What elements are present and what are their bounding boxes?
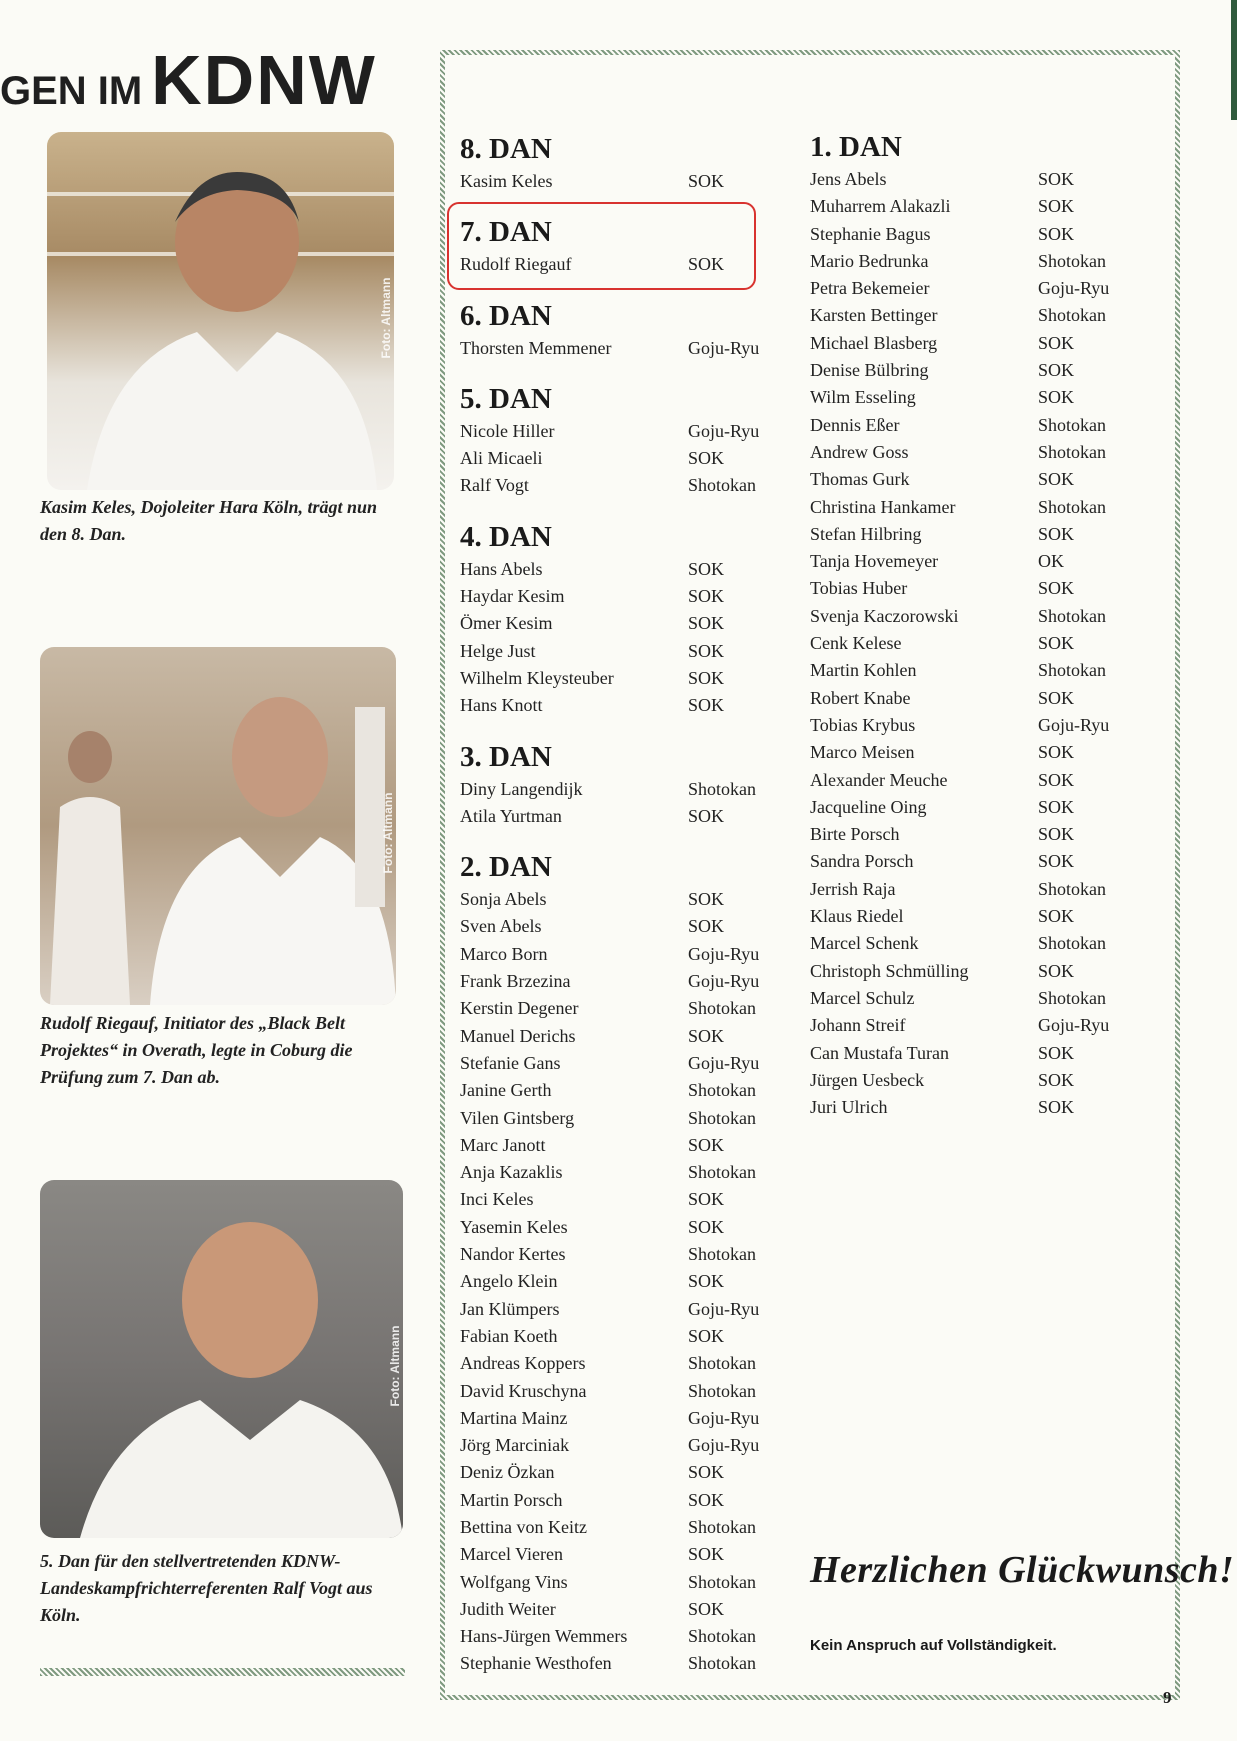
member-name: Helge Just	[460, 640, 536, 661]
member-name: Jerrish Raja	[810, 878, 896, 899]
member-name: Hans Knott	[460, 695, 543, 716]
member-row	[460, 913, 780, 940]
dan-heading: 4. DAN	[460, 520, 552, 553]
member-name: Angelo Klein	[460, 1271, 558, 1292]
member-style: Goju-Ryu	[688, 971, 760, 992]
member-row	[460, 1214, 780, 1241]
member-style: SOK	[1038, 387, 1075, 408]
photo-caption-2: Rudolf Riegauf, Initiator des „Black Belt Projektes“ in Overath, legte in Coburg die Prüfung zum 7. Dan ab.	[40, 1013, 353, 1087]
member-name: Stefan Hilbring	[810, 523, 922, 544]
member-style: Shotokan	[1038, 660, 1107, 681]
dan-heading: 3. DAN	[460, 740, 552, 773]
member-name: Sonja Abels	[460, 889, 547, 910]
member-style: Shotokan	[1038, 605, 1107, 626]
member-row	[460, 1023, 780, 1050]
member-style: Goju-Ryu	[688, 1435, 760, 1456]
member-row	[810, 603, 1140, 630]
photo-kasim-keles	[47, 132, 394, 490]
dan-list-left-column	[460, 132, 780, 1698]
member-style: Shotokan	[688, 475, 757, 496]
page-edge-accent	[1231, 0, 1237, 120]
member-row	[460, 1268, 780, 1295]
member-style: SOK	[688, 558, 725, 579]
member-style: Shotokan	[1038, 933, 1107, 954]
member-name: Atila Yurtman	[460, 805, 562, 826]
member-style: SOK	[688, 1598, 725, 1619]
member-style: SOK	[688, 640, 725, 661]
dan-group	[460, 520, 780, 720]
member-style: Shotokan	[688, 1380, 757, 1401]
member-style: SOK	[688, 805, 725, 826]
member-name: Robert Knabe	[810, 687, 911, 708]
member-style: Goju-Ryu	[688, 943, 760, 964]
member-style: SOK	[1038, 633, 1075, 654]
member-name: Marc Janott	[460, 1134, 546, 1155]
member-row	[460, 445, 780, 472]
member-row	[460, 665, 780, 692]
member-name: Birte Porsch	[810, 824, 900, 845]
member-style: SOK	[688, 613, 725, 634]
member-row	[460, 1132, 780, 1159]
member-style: Goju-Ryu	[688, 337, 760, 358]
member-name: Manuel Derichs	[460, 1025, 576, 1046]
photo-caption-3: 5. Dan für den stellvertretenden KDNW-Landeskampfrichterreferenten Ralf Vogt aus Köln.	[40, 1551, 373, 1625]
dan-heading: 1. DAN	[810, 131, 902, 163]
member-row	[810, 275, 1140, 302]
member-row	[460, 1541, 780, 1568]
member-row	[810, 494, 1140, 521]
member-name: Deniz Özkan	[460, 1462, 555, 1483]
member-row	[460, 941, 780, 968]
page-number: 9	[1163, 1688, 1172, 1707]
member-style: Shotokan	[1038, 496, 1107, 517]
member-row	[810, 657, 1140, 684]
photo-caption-1: Kasim Keles, Dojoleiter Hara Köln, trägt nun den 8. Dan.	[40, 497, 378, 544]
member-name: Christina Hankamer	[810, 496, 956, 517]
member-style: SOK	[688, 1489, 725, 1510]
member-name: Jacqueline Oing	[810, 796, 927, 817]
member-name: Can Mustafa Turan	[810, 1042, 949, 1063]
member-style: Shotokan	[688, 1516, 757, 1537]
member-row	[460, 1105, 780, 1132]
member-style: SOK	[1038, 824, 1075, 845]
member-style: SOK	[1038, 960, 1075, 981]
member-style: SOK	[688, 1271, 725, 1292]
photo-credit: Foto: Altmann	[388, 1325, 402, 1407]
member-style: Shotokan	[688, 1244, 757, 1265]
congratulations-text: Herzlichen Glückwunsch!	[810, 1549, 1235, 1591]
member-style: Shotokan	[688, 1571, 757, 1592]
member-style: SOK	[1038, 360, 1075, 381]
member-name: Inci Keles	[460, 1189, 534, 1210]
member-style: SOK	[1038, 906, 1075, 927]
member-row	[810, 767, 1140, 794]
member-row	[810, 466, 1140, 493]
member-name: Jörg Marciniak	[460, 1435, 570, 1456]
member-row	[460, 556, 780, 583]
member-row	[460, 1487, 780, 1514]
member-row	[460, 1186, 780, 1213]
member-row	[460, 1296, 780, 1323]
member-row	[810, 794, 1140, 821]
member-name: Rudolf Riegauf	[460, 254, 572, 275]
member-name: Yasemin Keles	[460, 1216, 568, 1237]
member-name: Wilhelm Kleysteuber	[460, 667, 614, 688]
member-style: Shotokan	[688, 778, 757, 799]
member-style: Goju-Ryu	[688, 1298, 760, 1319]
member-style: Shotokan	[688, 1080, 757, 1101]
member-name: Anja Kazaklis	[460, 1162, 563, 1183]
member-row	[460, 472, 780, 499]
member-style: SOK	[688, 667, 725, 688]
member-name: Stephanie Westhofen	[460, 1653, 612, 1674]
member-name: Ömer Kesim	[460, 613, 553, 634]
dan-heading: 2. DAN	[460, 851, 552, 884]
member-style: SOK	[688, 1462, 725, 1483]
member-name: Haydar Kesim	[460, 586, 565, 607]
header-title-part-2: KDNW	[151, 41, 377, 119]
member-name: Johann Streif	[810, 1015, 906, 1036]
member-row	[460, 886, 780, 913]
member-row	[460, 1650, 780, 1677]
member-name: Dennis Eßer	[810, 414, 900, 435]
member-name: Kerstin Degener	[460, 998, 579, 1019]
member-row	[810, 1012, 1140, 1039]
member-row	[460, 1241, 780, 1268]
member-style: SOK	[1038, 851, 1075, 872]
member-style: SOK	[1038, 796, 1075, 817]
member-name: Klaus Riedel	[810, 906, 904, 927]
member-name: Fabian Koeth	[460, 1325, 558, 1346]
member-style: Goju-Ryu	[1038, 1015, 1110, 1036]
member-row	[810, 193, 1140, 220]
dan-group	[460, 382, 780, 500]
member-name: Mario Bedrunka	[810, 250, 929, 271]
dan-group	[810, 130, 1140, 1121]
member-name: Martin Porsch	[460, 1489, 563, 1510]
member-name: Diny Langendijk	[460, 778, 583, 799]
member-style: Shotokan	[1038, 878, 1107, 899]
member-row	[810, 221, 1140, 248]
member-name: Martina Mainz	[460, 1407, 568, 1428]
member-row	[460, 583, 780, 610]
member-style: Shotokan	[688, 1162, 757, 1183]
member-name: Judith Weiter	[460, 1598, 556, 1619]
member-row	[810, 848, 1140, 875]
member-style: Shotokan	[688, 1107, 757, 1128]
member-name: Tobias Huber	[810, 578, 908, 599]
member-name: Andreas Koppers	[460, 1353, 586, 1374]
member-name: Muharrem Alakazli	[810, 196, 951, 217]
member-name: Alexander Meuche	[810, 769, 948, 790]
member-name: Frank Brzezina	[460, 971, 571, 992]
member-row	[810, 412, 1140, 439]
member-row	[460, 1514, 780, 1541]
portrait-illustration-3	[40, 1180, 403, 1538]
member-row	[810, 630, 1140, 657]
member-row	[460, 610, 780, 637]
page-header-title	[0, 40, 377, 120]
member-style: Shotokan	[688, 1353, 757, 1374]
member-style: SOK	[688, 1544, 725, 1565]
member-style: SOK	[1038, 1042, 1075, 1063]
member-row	[810, 330, 1140, 357]
member-row	[460, 1405, 780, 1432]
member-row	[810, 958, 1140, 985]
member-style: SOK	[688, 1025, 725, 1046]
member-style: Goju-Ryu	[1038, 714, 1110, 735]
portrait-illustration-1	[47, 132, 394, 490]
photo-ralf-vogt	[40, 1180, 403, 1538]
member-name: Nicole Hiller	[460, 420, 555, 441]
member-row	[460, 1350, 780, 1377]
member-name: Sandra Porsch	[810, 851, 914, 872]
disclaimer-text: Kein Anspruch auf Vollständigkeit.	[810, 1637, 1057, 1654]
member-row	[460, 776, 780, 803]
member-style: OK	[1038, 551, 1064, 572]
dan-heading: 8. DAN	[460, 133, 552, 165]
member-name: Marcel Vieren	[460, 1544, 564, 1565]
member-name: Stefanie Gans	[460, 1052, 561, 1073]
dan-heading: 5. DAN	[460, 382, 552, 415]
member-row	[810, 903, 1140, 930]
member-row	[460, 968, 780, 995]
member-row	[460, 638, 780, 665]
member-name: Hans Abels	[460, 558, 543, 579]
member-style: SOK	[688, 448, 725, 469]
member-name: Petra Bekemeier	[810, 278, 930, 299]
member-style: SOK	[688, 916, 725, 937]
member-row	[810, 439, 1140, 466]
dan-group	[460, 850, 780, 1678]
member-style: Shotokan	[1038, 414, 1107, 435]
photo-credit: Foto: Altmann	[379, 277, 393, 359]
member-name: Janine Gerth	[460, 1080, 552, 1101]
member-name: Bettina von Keitz	[460, 1516, 587, 1537]
member-style: SOK	[1038, 769, 1075, 790]
member-name: Jens Abels	[810, 169, 887, 189]
member-name: Svenja Kaczorowski	[810, 605, 959, 626]
member-style: SOK	[688, 889, 725, 910]
member-row	[810, 930, 1140, 957]
dan-list-right-column	[810, 130, 1140, 1141]
member-style: SOK	[688, 586, 725, 607]
member-name: Tobias Krybus	[810, 714, 916, 735]
header-title-part-1: GEN IM	[0, 69, 143, 113]
member-row	[460, 1569, 780, 1596]
member-row	[810, 821, 1140, 848]
member-name: David Kruschyna	[460, 1380, 587, 1401]
member-row	[460, 418, 780, 445]
member-row	[460, 168, 780, 195]
member-style: Goju-Ryu	[1038, 278, 1110, 299]
member-name: Wolfgang Vins	[460, 1571, 568, 1592]
member-style: Shotokan	[688, 1626, 757, 1647]
member-name: Marco Meisen	[810, 742, 915, 763]
member-row	[460, 335, 780, 362]
member-name: Christoph Schmülling	[810, 960, 969, 981]
member-row	[810, 985, 1140, 1012]
member-name: Andrew Goss	[810, 441, 909, 462]
member-style: SOK	[688, 171, 725, 191]
member-style: Shotokan	[1038, 305, 1107, 326]
member-row	[460, 995, 780, 1022]
member-row	[810, 876, 1140, 903]
member-row	[460, 1159, 780, 1186]
member-name: Stephanie Bagus	[810, 223, 931, 244]
member-name: Vilen Gintsberg	[460, 1107, 575, 1128]
member-name: Nandor Kertes	[460, 1244, 566, 1265]
member-row	[810, 1094, 1140, 1121]
member-row	[810, 248, 1140, 275]
member-row	[460, 1459, 780, 1486]
member-row	[810, 302, 1140, 329]
member-style: SOK	[688, 1134, 725, 1155]
member-style: SOK	[1038, 196, 1075, 217]
member-row	[460, 1432, 780, 1459]
member-style: SOK	[1038, 578, 1075, 599]
member-row	[810, 1040, 1140, 1067]
member-name: Thorsten Memmener	[460, 337, 612, 358]
member-name: Jan Klümpers	[460, 1298, 560, 1319]
member-row	[460, 1077, 780, 1104]
member-row	[460, 1323, 780, 1350]
dan-group	[460, 299, 780, 362]
member-name: Michael Blasberg	[810, 332, 938, 353]
member-row	[810, 357, 1140, 384]
member-style: Goju-Ryu	[688, 1052, 760, 1073]
member-row	[810, 1067, 1140, 1094]
member-style: SOK	[1038, 332, 1075, 353]
member-name: Wilm Esseling	[810, 387, 916, 408]
member-name: Jürgen Uesbeck	[810, 1069, 925, 1090]
member-name: Ali Micaeli	[460, 448, 543, 469]
member-row	[810, 521, 1140, 548]
member-row	[460, 1050, 780, 1077]
member-style: SOK	[1038, 687, 1075, 708]
member-name: Marcel Schenk	[810, 933, 919, 954]
member-name: Denise Bülbring	[810, 360, 929, 381]
portrait-illustration-2	[40, 647, 396, 1005]
member-style: Goju-Ryu	[688, 1407, 760, 1428]
member-style: SOK	[688, 1325, 725, 1346]
member-style: SOK	[688, 1189, 725, 1210]
member-name: Martin Kohlen	[810, 660, 917, 681]
dan-group	[460, 132, 780, 195]
member-style: Goju-Ryu	[688, 420, 760, 441]
member-name: Marcel Schulz	[810, 987, 915, 1008]
member-row	[460, 803, 780, 830]
member-row	[810, 739, 1140, 766]
member-row	[810, 384, 1140, 411]
member-name: Juri Ulrich	[810, 1097, 888, 1118]
dan-heading: 7. DAN	[460, 216, 552, 249]
member-row	[810, 712, 1140, 739]
dan-group	[460, 215, 780, 278]
member-style: SOK	[688, 695, 725, 716]
member-name: Hans-Jürgen Wemmers	[460, 1626, 628, 1647]
member-row	[810, 548, 1140, 575]
member-name: Karsten Bettinger	[810, 305, 938, 326]
photo-credit: Foto: Altmann	[381, 792, 395, 874]
member-style: Shotokan	[1038, 987, 1107, 1008]
member-name: Tanja Hovemeyer	[810, 551, 939, 572]
member-name: Ralf Vogt	[460, 475, 529, 496]
member-style: SOK	[688, 1216, 725, 1237]
member-style: SOK	[1038, 223, 1075, 244]
member-style: SOK	[1038, 1069, 1075, 1090]
member-row	[810, 575, 1140, 602]
member-style: SOK	[1038, 523, 1075, 544]
member-style: Shotokan	[1038, 441, 1107, 462]
member-row	[460, 1378, 780, 1405]
member-row	[460, 692, 780, 719]
member-row	[810, 685, 1140, 712]
member-style: SOK	[1038, 742, 1075, 763]
member-style: SOK	[688, 254, 725, 275]
member-style: Shotokan	[688, 1653, 757, 1674]
member-name: Cenk Kelese	[810, 633, 902, 654]
member-name: Kasim Keles	[460, 171, 553, 191]
member-style: SOK	[1038, 169, 1075, 189]
member-row	[460, 251, 780, 278]
member-name: Marco Born	[460, 943, 548, 964]
dan-group	[460, 740, 780, 831]
member-row	[460, 1596, 780, 1623]
member-style: SOK	[1038, 1097, 1075, 1118]
dan-heading: 6. DAN	[460, 299, 552, 332]
photo-rudolf-riegauf	[40, 647, 396, 1005]
member-style: SOK	[1038, 469, 1075, 490]
member-row	[460, 1623, 780, 1650]
member-name: Sven Abels	[460, 916, 542, 937]
member-name: Thomas Gurk	[810, 469, 910, 490]
member-row	[810, 166, 1140, 193]
left-bottom-divider	[40, 1668, 405, 1676]
member-style: Shotokan	[688, 998, 757, 1019]
member-style: Shotokan	[1038, 250, 1107, 271]
